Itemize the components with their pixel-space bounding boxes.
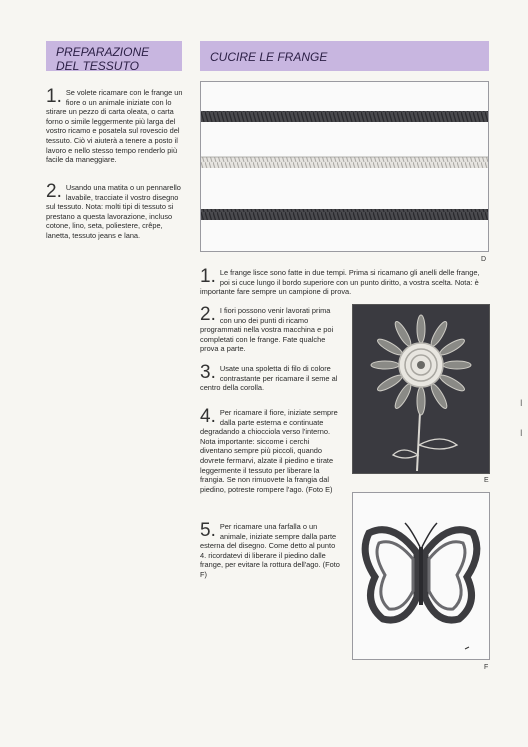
dark-fringe-strip: [201, 111, 488, 122]
caption-e: E: [484, 477, 489, 484]
step-text: Le frange lisce sono fatte in due tempi. Prima si ricamano gli anelli delle frange, poi si cuce lungo il bordo superiore con un punto diritto, a vostra scelta. Nota: è importante fare sempre un campione di prova.: [200, 268, 480, 297]
step-text: Per ricamare il fiore, iniziate sempre dalla parte esterna e continuate degradando a chiocciola verso l'interno. Nota importante: siccome i cerchi diventano sempre più piccoli, quando dovrete fermarvi, alzate il piedino e tirate leggermente il tessuto per liberare la frangia. Se non rimuovete la frangia dal piedino, potreste rompere l'ago. (Foto E): [200, 408, 338, 494]
left-step-2: [46, 183, 184, 241]
step-number: 1.: [200, 266, 216, 287]
step-number: 3.: [200, 362, 216, 383]
right-step-2: [200, 306, 340, 354]
dark-fringe-strip: [201, 209, 488, 220]
right-step-1: [200, 268, 490, 297]
fringe-strips-image: [201, 82, 488, 251]
caption-f: F: [484, 664, 489, 671]
section-header-preparazione: [46, 41, 182, 71]
step-number: 2.: [46, 181, 62, 202]
flower-leaf: [419, 439, 457, 449]
right-step-4: [200, 408, 340, 494]
step-number: 5.: [200, 520, 216, 541]
step-text: Per ricamare una farfalla o un animale, iniziate sempre dalla parte esterna del disegno. Come detto al punto 4. ricordatevi di liberare il piedino dalle frange, per evitare la rottura dell'ago. (Foto F): [200, 522, 340, 579]
right-step-5: [200, 522, 340, 580]
left-step-1: [46, 88, 184, 165]
photo-fringe-butterfly: [352, 492, 490, 660]
section-title: CUCIRE LE FRANGE: [210, 50, 328, 64]
photo-fringe-flower: [352, 304, 490, 474]
light-fringe-strip: [201, 157, 488, 168]
photo-fringe-strips: [200, 81, 489, 252]
caption-d: D: [481, 256, 487, 263]
step-text: I fiori possono venir lavorati prima con uno dei punti di ricamo programmati nella vostra macchina e poi completati con le frange. Fate qualche prova a parte.: [200, 306, 334, 354]
flower-image: [353, 305, 489, 473]
step-text: Usate una spoletta di filo di colore contrastante per ricamare il seme al centro della corolla.: [200, 364, 338, 393]
section-title: PREPARAZIONE DEL TESSUTO: [56, 45, 150, 73]
step-text: Se volete ricamare con le frange un fiore o un animale iniziate con lo stirare un pezzo di carta oleata, o carta forno o simile leggermente più larga del vostro ricamo e posatela sul rovescio del tessuto. Ciò vi aiuterà a tenere a posto il lavoro e nello stesso tempo renderlo più facile da maneggiare.: [46, 88, 183, 165]
right-step-3: [200, 364, 340, 393]
step-number: 2.: [200, 304, 216, 325]
flower-leaf: [393, 450, 418, 458]
step-number: 1.: [46, 86, 62, 107]
butterfly-image: [353, 493, 489, 659]
section-header-cucire: [200, 41, 489, 71]
scan-mark: I: [520, 428, 523, 438]
step-text: Usando una matita o un pennarello lavabile, tracciate il vostro disegno sul tessuto. Nota: molti tipi di tessuto si prestano a questa lavorazione, incluso cotone, lino, seta, poliestere, crêpe, lanetta, tessuto jeans e lana.: [46, 183, 181, 240]
step-number: 4.: [200, 406, 216, 427]
scan-mark: I: [520, 398, 523, 408]
